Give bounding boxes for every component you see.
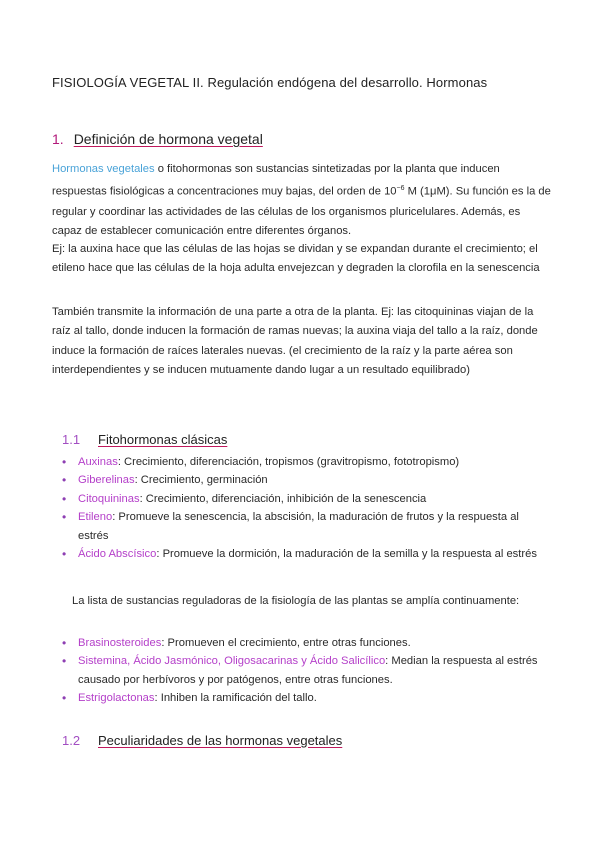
section-1-1-title: Fitohormonas clásicas: [98, 432, 228, 447]
list-item-text: : Inhiben la ramificación del tallo.: [154, 692, 317, 705]
list-item: [62, 689, 542, 707]
list-item: [62, 471, 542, 489]
section-1-number: 1.: [52, 131, 64, 147]
section-1-2-number: 1.2: [62, 733, 81, 748]
list-intro-paragraph: La lista de sustancias reguladoras de la fisiología de las plantas se amplía continuamente:: [72, 595, 520, 607]
term-link[interactable]: Sistemina, Ácido Jasmónico, Oligosacarinas y Ácido Salicílico: [78, 655, 386, 668]
section-1-heading: [52, 131, 263, 147]
term-link[interactable]: Ácido Abscísico: [78, 548, 157, 561]
classic-hormones-list: [62, 453, 542, 563]
list-item-text: : Promueven el crecimiento, entre otras funciones.: [161, 637, 411, 649]
list-item: [62, 545, 542, 563]
exponent: −6: [396, 185, 405, 193]
section-1-title: Definición de hormona vegetal: [73, 131, 263, 147]
list-item: [62, 490, 542, 508]
term-link[interactable]: Giberelinas: [78, 474, 135, 487]
term-link[interactable]: Auxinas: [78, 456, 118, 468]
list-item-text: : Crecimiento, diferenciación, tropismos (gravitropismo, fototropismo): [117, 456, 460, 468]
list-item: [62, 453, 542, 471]
list-item: [62, 508, 542, 545]
paragraph-text: o fitohormonas son sustancias sintetizadas por la planta que inducen respuestas fisiológicas a concentraciones muy bajas, del orden de 10: [52, 163, 500, 199]
list-item: [62, 652, 542, 689]
bullet-icon: •: [62, 547, 67, 562]
other-regulators-list: [62, 634, 542, 708]
list-item: [62, 634, 542, 652]
paragraph-example: Ej: la auxina hace que las células de las hojas se dividan y se expandan durante el crecimiento; el etileno hace que las células de la hoja adulta envejezcan y degraden la clorofila en la senescencia: [52, 243, 540, 275]
document-title: FISIOLOGÍA VEGETAL II. Regulación endógena del desarrollo. Hormonas: [52, 75, 488, 90]
term-link[interactable]: Etileno: [78, 511, 113, 524]
term-link[interactable]: Brasinosteroides: [78, 637, 162, 649]
bullet-icon: •: [62, 691, 67, 706]
hormonas-vegetales-link[interactable]: Hormonas vegetales: [52, 163, 155, 175]
section-1-2-title: Peculiaridades de las hormonas vegetales: [98, 733, 343, 748]
paragraph-definition: [52, 160, 552, 241]
term-link[interactable]: Estrigolactonas: [78, 692, 155, 705]
bullet-icon: •: [62, 510, 67, 525]
section-1-2-heading: [62, 733, 342, 748]
bullet-icon: •: [62, 455, 67, 469]
term-link[interactable]: Citoquininas: [78, 492, 140, 505]
section-1-1-heading: [62, 432, 227, 447]
bullet-icon: •: [62, 473, 67, 488]
list-item-text: : Promueve la senescencia, la abscisión, la maduración de frutos y la respuesta al estrés: [78, 511, 519, 542]
list-item-text: : Promueve la dormición, la maduración de la semilla y la respuesta al estrés: [156, 548, 537, 561]
list-item-text: : Crecimiento, diferenciación, inhibición de la senescencia: [139, 492, 427, 505]
list-item-text: : Crecimiento, germinación: [134, 474, 268, 487]
paragraph-transmission: También transmite la información de una parte a otra de la planta. Ej: las citoquininas viajan de la raíz al tallo, donde inducen la formación de ramas nuevas; la auxina viaja del tallo a la raíz, donde induce la formación de raíces laterales nuevas. (el crecimiento de la raíz y la parte aérea son interdependientes y se inducen mutuamente dando lugar a un resultado equilibrado): [52, 306, 538, 377]
list-item-text: : Median la respuesta al estrés causado por herbívoros y por patógenos, entre otras funciones.: [78, 655, 538, 686]
bullet-icon: •: [62, 491, 67, 506]
paragraph-text: M (1μM). Su función es la de regular y coordinar las actividades de las células de los organismos pluricelulares. Además, es capaz de establecer comunicación entre diferentes órganos.: [52, 186, 551, 237]
section-1-1-number: 1.1: [62, 432, 81, 447]
bullet-icon: •: [62, 636, 67, 650]
bullet-icon: •: [62, 654, 67, 669]
